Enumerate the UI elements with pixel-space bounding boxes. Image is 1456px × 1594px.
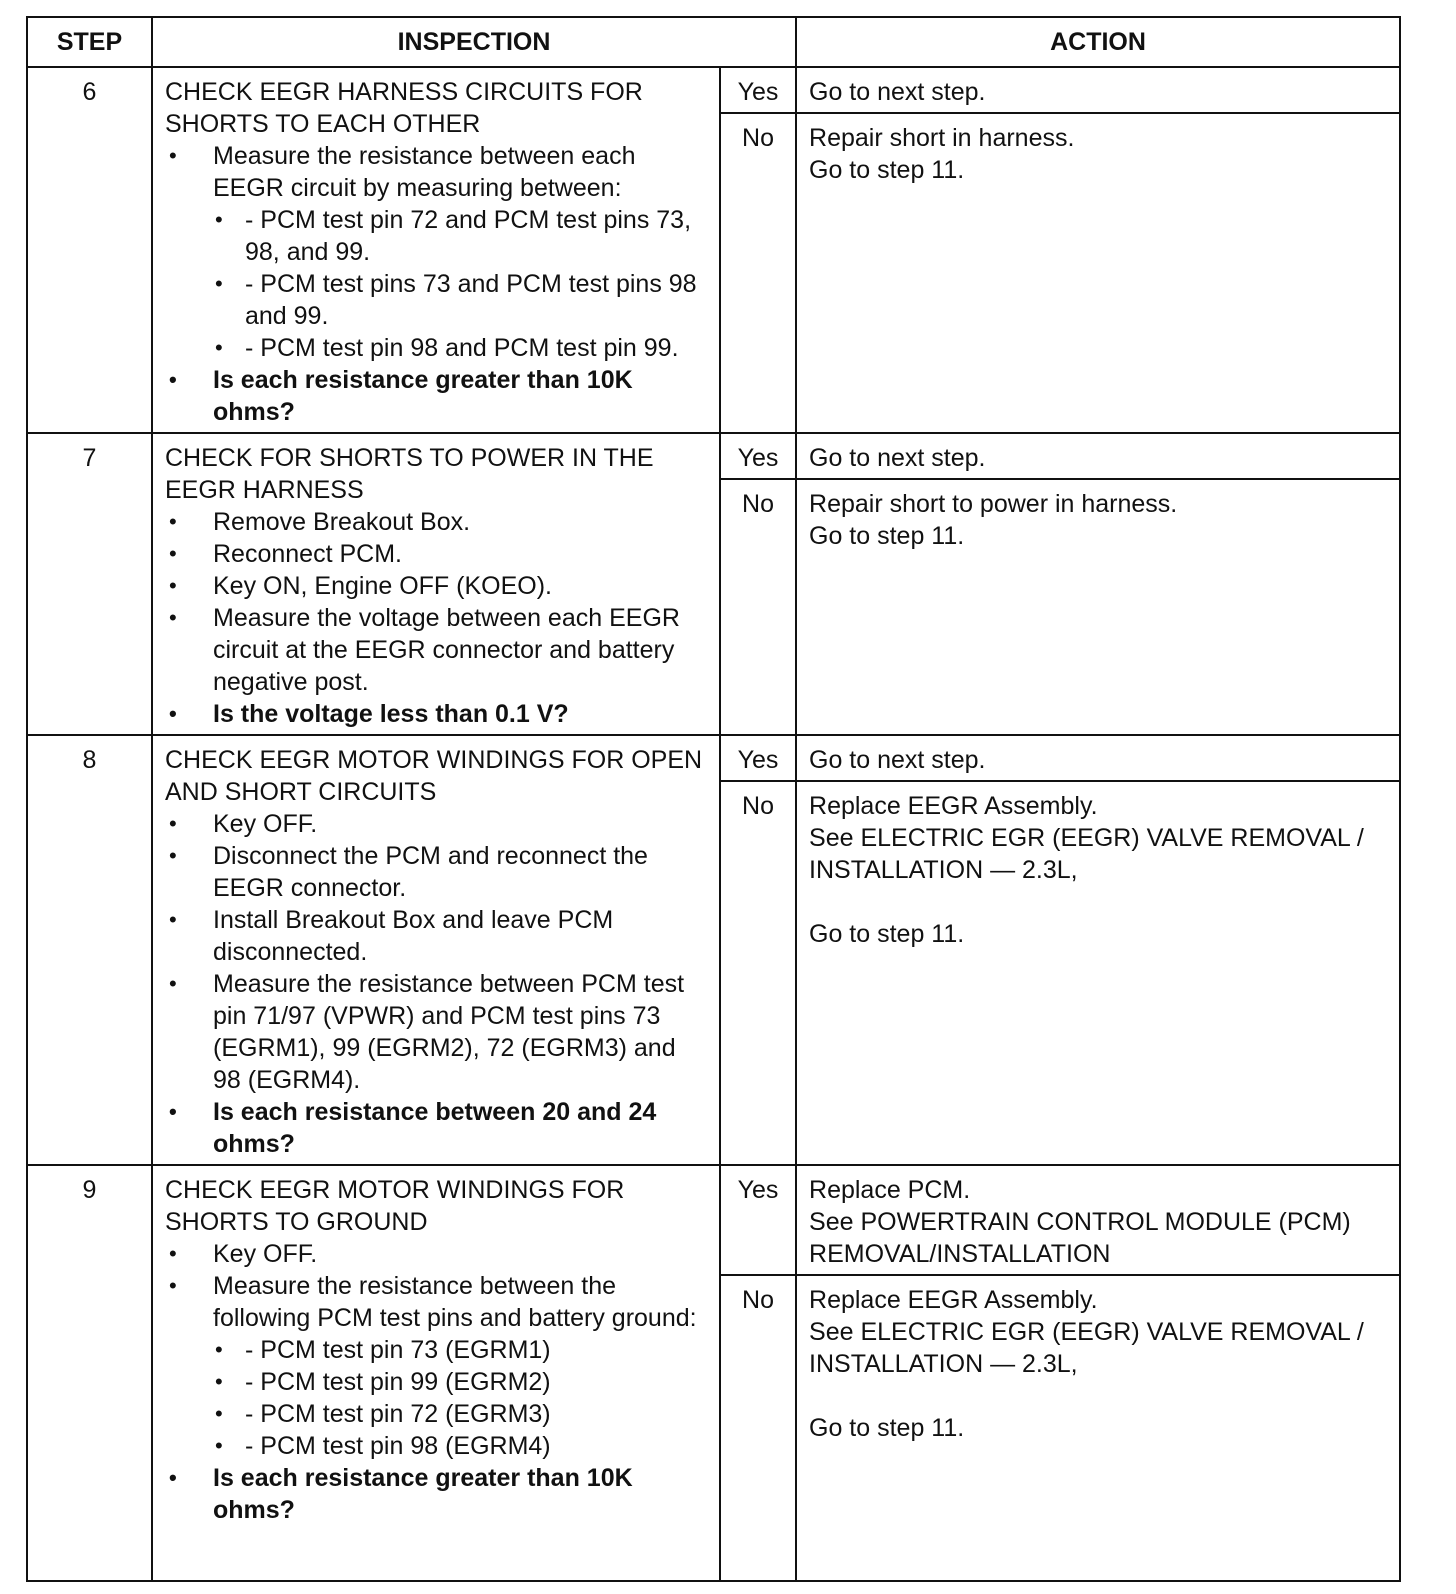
step-number: 7 [27,433,152,735]
action-line: Replace PCM. [809,1176,971,1204]
inspection-bullets [165,1238,709,1526]
inspection-question: • Is each resistance greater than 10K ohms? [165,1462,709,1526]
yes-label: Yes [720,433,796,479]
diagnostic-table [26,16,1401,1582]
inspection-question: • Is the voltage less than 0.1 V? [165,698,709,730]
action-line: Go to step 11. [809,156,965,185]
inspection-cell [152,433,720,735]
header-action: ACTION [796,17,1400,67]
bullet: • Measure the resistance between PCM test pin 71/97 (VPWR) and PCM test pins 73 (EGRM1), 99 (EGRM2), 72 (EGRM3) and 98 (EGRM4). [165,968,709,1096]
table-row [27,735,1400,781]
bullet: • Key OFF. [165,1238,709,1270]
no-label: No [720,113,796,433]
sub-bullet: • - PCM test pin 73 (EGRM1) [165,1334,709,1366]
inspection-bullets [165,506,709,730]
inspection-title: CHECK EEGR HARNESS CIRCUITS FOR SHORTS TO EACH OTHER [165,78,643,138]
sub-bullet: • - PCM test pin 98 and PCM test pin 99. [165,332,709,364]
inspection-question: • Is each resistance greater than 10K ohms? [165,364,709,428]
inspection-title: CHECK EEGR MOTOR WINDINGS FOR OPEN AND SHORT CIRCUITS [165,746,703,806]
table-row [27,433,1400,479]
action-line: See ELECTRIC EGR (EEGR) VALVE REMOVAL / INSTALLATION — 2.3L, [809,1318,1364,1378]
sub-bullet: • - PCM test pin 98 (EGRM4) [165,1430,709,1462]
no-action [796,479,1400,735]
bullet: • Disconnect the PCM and reconnect the EEGR connector. [165,840,709,904]
yes-action [796,433,1400,479]
action-line: Go to next step. [809,78,986,106]
sub-bullet: • - PCM test pin 72 and PCM test pins 73, 98, and 99. [165,204,709,268]
bullet: • Reconnect PCM. [165,538,709,570]
table-row [27,67,1400,113]
bullet: • Key OFF. [165,808,709,840]
no-action [796,113,1400,433]
action-line: Repair short to power in harness. [809,490,1178,519]
inspection-bullets [165,808,709,1160]
action-line: Go to next step. [809,444,986,472]
inspection-title: CHECK EEGR MOTOR WINDINGS FOR SHORTS TO GROUND [165,1176,625,1236]
action-line: Replace EEGR Assembly. [809,792,1098,821]
yes-label: Yes [720,735,796,781]
bullet: • Install Breakout Box and leave PCM disconnected. [165,904,709,968]
header-row [27,17,1400,67]
action-line: Go to step 11. [809,1414,965,1442]
action-line: Go to step 11. [809,522,965,551]
bullet: • Remove Breakout Box. [165,506,709,538]
inspection-cell [152,735,720,1165]
inspection-bullets [165,140,709,428]
yes-label: Yes [720,67,796,113]
sub-bullet: • - PCM test pin 99 (EGRM2) [165,1366,709,1398]
bullet: • Key ON, Engine OFF (KOEO). [165,570,709,602]
bullet: • Measure the resistance between each EEGR circuit by measuring between: [165,140,709,204]
header-inspection: INSPECTION [152,17,796,67]
yes-label: Yes [720,1165,796,1275]
no-label: No [720,479,796,735]
spacer [809,1380,1389,1412]
action-line: Replace EEGR Assembly. [809,1286,1098,1314]
yes-action [796,1165,1400,1275]
yes-action [796,67,1400,113]
inspection-title: CHECK FOR SHORTS TO POWER IN THE EEGR HARNESS [165,444,654,504]
step-number: 6 [27,67,152,433]
bullet: • Measure the resistance between the following PCM test pins and battery ground: [165,1270,709,1334]
no-action [796,1275,1400,1581]
action-line: Go to step 11. [809,920,965,949]
action-line: Go to next step. [809,746,986,774]
sub-bullet: • - PCM test pin 72 (EGRM3) [165,1398,709,1430]
step-number: 8 [27,735,152,1165]
no-label: No [720,781,796,1165]
inspection-cell [152,67,720,433]
inspection-cell [152,1165,720,1581]
table-row [27,1165,1400,1275]
inspection-question: • Is each resistance between 20 and 24 ohms? [165,1096,709,1160]
action-line: See POWERTRAIN CONTROL MODULE (PCM) REMOVAL/INSTALLATION [809,1208,1351,1268]
header-step: STEP [27,17,152,67]
sub-bullet: • - PCM test pins 73 and PCM test pins 98 and 99. [165,268,709,332]
action-line: Repair short in harness. [809,124,1075,153]
no-action [796,781,1400,1165]
step-number: 9 [27,1165,152,1581]
no-label: No [720,1275,796,1581]
spacer [809,886,1389,918]
bullet: • Measure the voltage between each EEGR circuit at the EEGR connector and battery negative post. [165,602,709,698]
yes-action [796,735,1400,781]
action-line: See ELECTRIC EGR (EEGR) VALVE REMOVAL / INSTALLATION — 2.3L, [809,824,1364,885]
